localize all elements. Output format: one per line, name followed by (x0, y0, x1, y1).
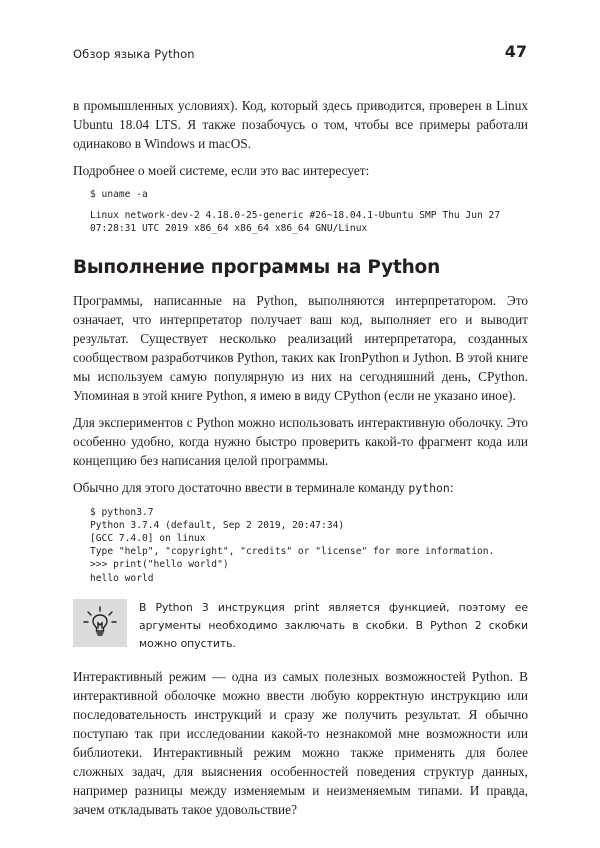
code-block-python-session (73, 506, 528, 585)
tip-icon-box (73, 599, 127, 647)
paragraph-system: Подробнее о моей системе, если это вас интересует: (73, 163, 370, 178)
tip-text: В Python 3 инструкция print является функцией, поэтому ее аргументы необходимо заключать в скобки. В Python 2 скобки можно опустить. (139, 600, 528, 650)
running-head: Обзор языка Python (73, 47, 195, 61)
lightbulb-icon (83, 605, 117, 641)
paragraph-intro: в промышленных условиях). Код, который здесь приводится, проверен в Linux Ubuntu 18.04 LTS. Я также позабочусь о том, чтобы все примеры работали одинаково в Windows и macOS. (73, 98, 528, 151)
section-title: Выполнение программы на Python (73, 256, 441, 278)
command-colon: : (449, 479, 454, 495)
tip-box (73, 599, 528, 653)
code-line: Type "help", "copyright", "credits" or "license" for more information. (90, 546, 495, 558)
code-line: $ python3.7 (90, 506, 154, 518)
code-line: 07:28:31 UTC 2019 x86_64 x86_64 x86_64 GNU/Linux (90, 223, 368, 235)
paragraph-interactive-mode: Интерактивный режим — одна из самых полезных возможностей Python. В интерактивной оболочке можно ввести любую корректную инструкцию или последовательность инструкций и сразу же получить результат. Я обычно поступаю так при исследовании какой-то незнакомой мне возможности или библиотеки. Интерактивный режим можно также применять для более сложных задач, для выяснения особенностей поведения структур данных, например разницы между изменяемым и неизменяемым типами. И правда, зачем откладывать такое удовольствие? (73, 668, 528, 817)
page-body (73, 96, 528, 827)
code-line: >>> print("hello world") (90, 559, 229, 571)
code-line: [GCC 7.4.0] on linux (90, 533, 206, 545)
code-block-uname (73, 188, 528, 236)
code-line: $ uname -a (90, 189, 148, 200)
paragraph-interactive-shell: Для экспериментов с Python можно использовать интерактивную оболочку. Это особенно удобно, когда нужно быстро проверить какой-то фрагмент кода или концепцию без написания целой программы. (73, 414, 528, 468)
paragraph-interpreter: Программы, написанные на Python, выполняются интерпретатором. Это означает, что интерпретатор получает ваш код, выполняет его и выводит результат. Существует несколько реализаций интерпретатора, созданных сообществом разработчиков Python, таких как IronPython и Jython. В этой книге мы используем самую популярную из них на сегодняшний день, CPython. Упоминая в этой книге Python, я имею в виду CPython (если не указано иное). (73, 292, 528, 403)
code-line: Linux network-dev-2 4.18.0-25-generic #26~18.04.1-Ubuntu SMP Thu Jun 27 (90, 210, 501, 222)
paragraph-command (73, 478, 528, 498)
code-line: Python 3.7.4 (default, Sep 2 2019, 20:47:34) (90, 519, 345, 531)
command-text: Обычно для этого достаточно ввести в терминале команду (73, 479, 409, 495)
code-line: hello world (90, 572, 154, 584)
page-number: 47 (504, 42, 527, 61)
inline-code-python: python (408, 480, 450, 495)
